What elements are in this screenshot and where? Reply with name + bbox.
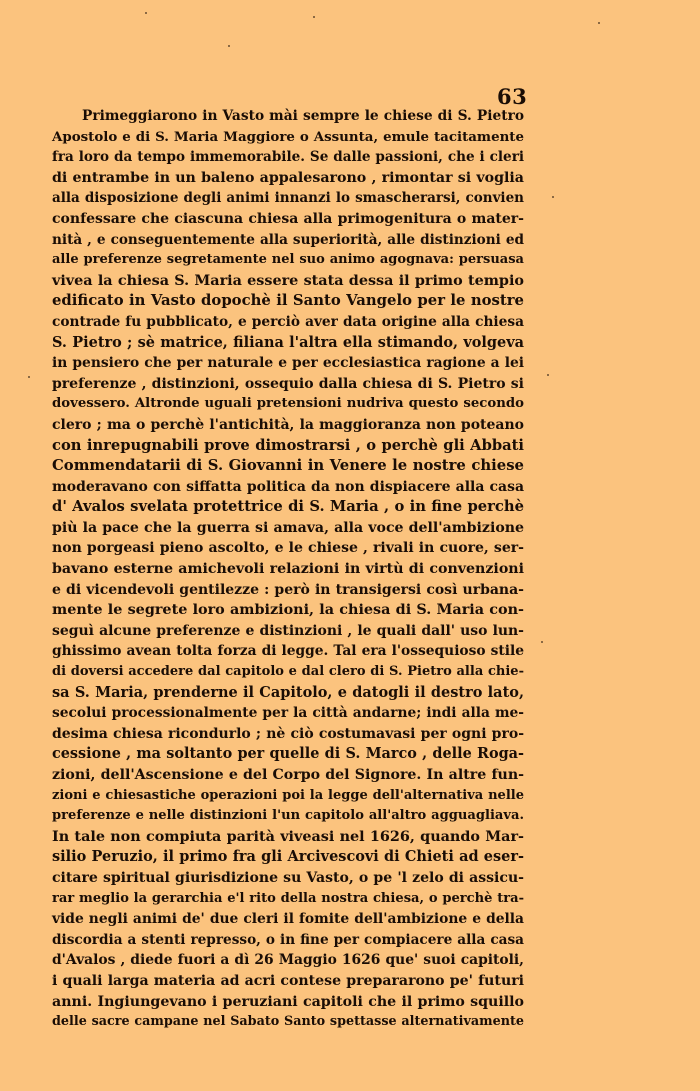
text-line: preferenze , distinzioni, ossequio dalla chiesa di S. Pietro si bbox=[52, 375, 524, 392]
text-line: di doversi accedere dal capitolo e dal clero di S. Pietro alla chie- bbox=[52, 664, 524, 680]
text-line: Primeggiarono in Vasto mài sempre le chiese di S. Pietro bbox=[82, 108, 524, 124]
text-line: rar meglio la gerarchia e'l rito della nostra chiesa, o perchè tra- bbox=[52, 890, 524, 906]
text-line: desima chiesa ricondurlo ; nè ciò costumavasi per ogni pro- bbox=[52, 725, 524, 742]
text-line: di entrambe in un baleno appalesarono , rimontar si voglia bbox=[52, 169, 524, 186]
text-line: zioni e chiesastiche operazioni poi la legge dell'alternativa nelle bbox=[52, 787, 524, 803]
text-line: Commendatarii di S. Giovanni in Venere le nostre chiese bbox=[52, 457, 524, 475]
paper-speck bbox=[313, 16, 315, 18]
body-text bbox=[52, 106, 524, 1033]
text-line: delle sacre campane nel Sabato Santo spettasse alternativamente bbox=[52, 1014, 524, 1030]
text-line: e di vicendevoli gentilezze : però in transigersi così urbana- bbox=[52, 581, 524, 598]
text-line: anni. Ingiungevano i peruziani capitoli che il primo squillo bbox=[52, 993, 524, 1010]
text-line: vide negli animi de' due cleri il fomite dell'ambizione e della bbox=[52, 911, 524, 928]
text-line: sa S. Maria, prenderne il Capitolo, e datogli il destro lato, bbox=[52, 683, 524, 701]
text-line: contrade fu pubblicato, e perciò aver data origine alla chiesa bbox=[52, 313, 524, 330]
paper-speck bbox=[28, 376, 30, 378]
text-line: nità , e conseguentemente alla superiorità, alle distinzioni ed bbox=[52, 231, 524, 248]
paper-speck bbox=[228, 45, 230, 47]
text-line: mente le segrete loro ambizioni, la chiesa di S. Maria con- bbox=[52, 602, 524, 619]
text-line: seguì alcune preferenze e distinzioni , le quali dall' uso lun- bbox=[52, 622, 524, 639]
text-line: fra loro da tempo immemorabile. Se dalle passioni, che i cleri bbox=[52, 149, 524, 166]
text-line: d'Avalos , diede fuori a dì 26 Maggio 1626 que' suoi capitoli, bbox=[52, 952, 524, 969]
text-line: alla disposizione degli animi innanzi lo smascherarsi, convien bbox=[52, 190, 524, 207]
text-line: confessare che ciascuna chiesa alla primogenitura o mater- bbox=[52, 210, 524, 227]
text-line: silio Peruzio, il primo fra gli Arcivescovi di Chieti ad eser- bbox=[52, 848, 524, 866]
text-line: discordia a stenti represso, o in fine per compiacere alla casa bbox=[52, 931, 524, 948]
text-line: con inrepugnabili prove dimostrarsi , o perchè gli Abbati bbox=[52, 436, 524, 454]
text-line: dovessero. Altronde uguali pretensioni nudriva questo secondo bbox=[52, 396, 524, 412]
text-line: alle preferenze segretamente nel suo animo agognava: persuasa bbox=[52, 252, 524, 268]
page-number: 63 bbox=[497, 84, 528, 109]
text-line: clero ; ma o perchè l'antichità, la maggioranza non poteano bbox=[52, 416, 524, 433]
text-line: in pensiero che per naturale e per ecclesiastica ragione a lei bbox=[52, 355, 524, 372]
paper-speck bbox=[145, 12, 147, 14]
text-line: vivea la chiesa S. Maria essere stata dessa il primo tempio bbox=[52, 272, 524, 289]
paper-speck bbox=[598, 22, 600, 24]
paper-speck bbox=[541, 641, 543, 643]
paper-speck bbox=[547, 374, 549, 376]
text-line: edificato in Vasto dopochè il Santo Vangelo per le nostre bbox=[52, 292, 524, 310]
text-line: preferenze e nelle distinzioni l'un capitolo all'altro agguagliava. bbox=[52, 808, 524, 824]
text-line: cessione , ma soltanto per quelle di S. Marco , delle Roga- bbox=[52, 745, 524, 763]
text-line: i quali larga materia ad acri contese prepararono pe' futuri bbox=[52, 972, 524, 989]
text-line: bavano esterne amichevoli relazioni in virtù di convenzioni bbox=[52, 561, 524, 578]
text-line: più la pace che la guerra si amava, alla voce dell'ambizione bbox=[52, 519, 524, 536]
text-line: d' Avalos svelata protettrice di S. Maria , o in fine perchè bbox=[52, 498, 524, 516]
text-line: non porgeasi pieno ascolto, e le chiese , rivali in cuore, ser- bbox=[52, 540, 524, 557]
text-line: In tale non compiuta parità viveasi nel 1626, quando Mar- bbox=[52, 828, 524, 845]
text-line: secolui processionalmente per la città andarne; indi alla me- bbox=[52, 705, 524, 722]
text-line: moderavano con siffatta politica da non dispiacere alla casa bbox=[52, 478, 524, 495]
paper-speck bbox=[552, 196, 554, 198]
text-line: zioni, dell'Ascensione e del Corpo del Signore. In altre fun- bbox=[52, 767, 524, 783]
text-line: S. Pietro ; sè matrice, filiana l'altra ella stimando, volgeva bbox=[52, 333, 524, 351]
text-line: Apostolo e di S. Maria Maggiore o Assunta, emule tacitamente bbox=[52, 128, 524, 145]
text-line: ghissimo avean tolta forza di legge. Tal era l'ossequioso stile bbox=[52, 643, 524, 660]
text-line: citare spiritual giurisdizione su Vasto, o pe 'l zelo di assicu- bbox=[52, 869, 524, 886]
